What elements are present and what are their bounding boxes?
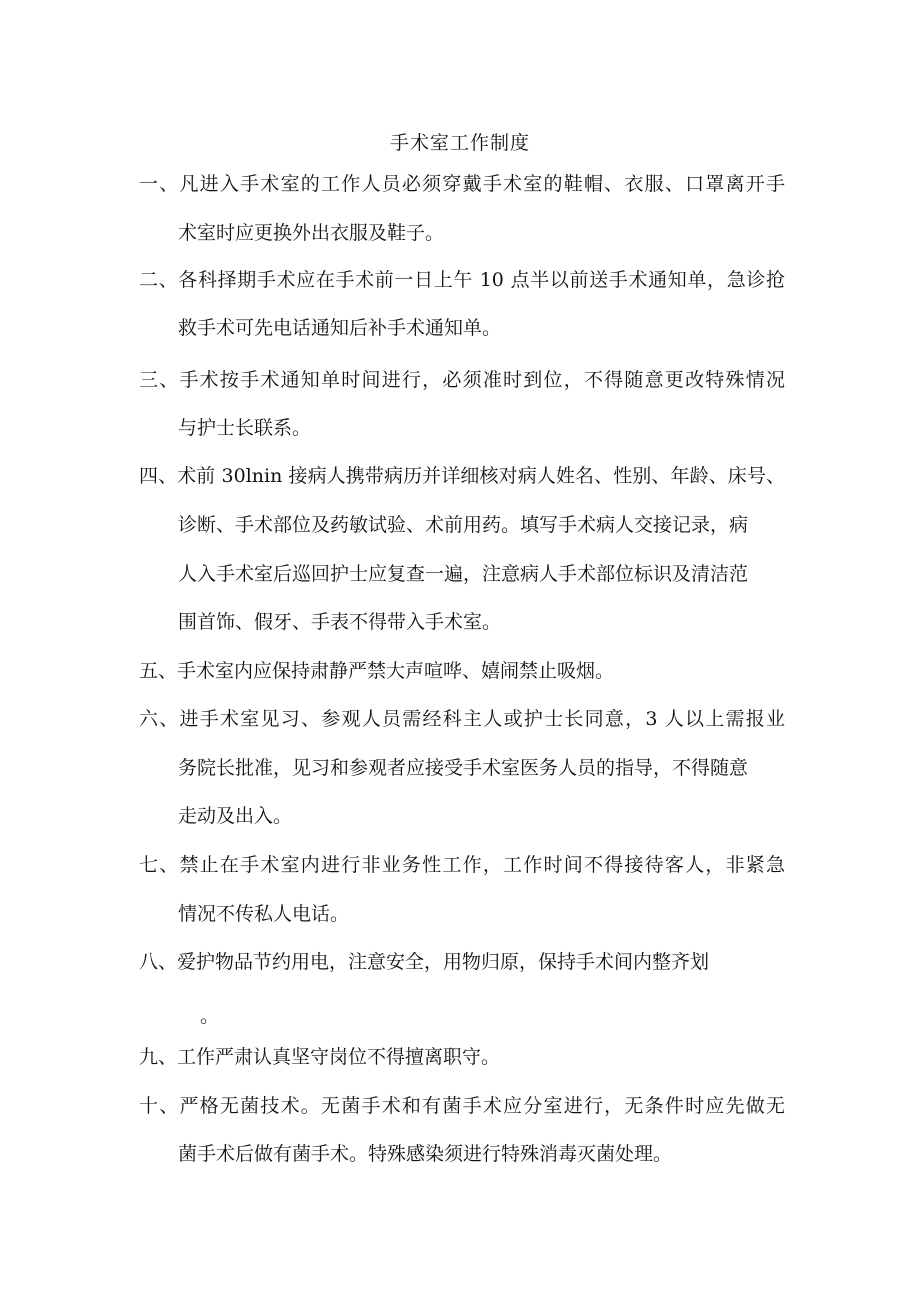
item-10-line-2: 菌手术后做有菌手术。特殊感染须进行特殊消毒灭菌处理。: [178, 1143, 673, 1165]
item-7-line-2: 情况不传私人电话。: [178, 903, 350, 925]
item-6-line-2: 务院长批准，见习和参观者应接受手术室医务人员的指导，不得随意: [178, 757, 749, 779]
item-8-line-1: 八、爱护物品节约用电，注意安全，用物归原，保持手术间内整齐划: [139, 951, 710, 973]
item-1-line-2: 术室时应更换外出衣服及鞋子。: [178, 222, 445, 244]
item-9-line-1: 九、工作严肃认真坚守岗位不得擅离职守。: [139, 1046, 501, 1068]
item-5-line-1: 五、手术室内应保持肃静严禁大声喧哗、嬉闹禁止吸烟。: [139, 660, 615, 682]
item-1-line-1: 一、凡进入手术室的工作人员必须穿戴手术室的鞋帽、衣服、口罩离开手: [139, 173, 785, 195]
item-4-line-2: 诊断、手术部位及药敏试验、术前用药。填写手术病人交接记录，病: [178, 514, 749, 536]
item-3-line-1: 三、手术按手术通知单时间进行，必须准时到位，不得随意更改特殊情况: [139, 369, 785, 391]
item-4-line-4: 围首饰、假牙、手表不得带入手术室。: [178, 611, 502, 633]
item-10-line-1: 十、严格无菌技术。无菌手术和有菌手术应分室进行，无条件时应先做无: [139, 1095, 785, 1117]
item-6-line-1: 六、进手术室见习、参观人员需经科主人或护士长同意，3 人以上需报业: [139, 708, 785, 730]
item-6-line-3: 走动及出入。: [178, 805, 293, 827]
document-title: 手术室工作制度: [389, 132, 530, 154]
item-8-line-2: 。: [200, 1005, 220, 1027]
item-3-line-2: 与护士长联系。: [178, 417, 312, 439]
item-2-line-2: 救手术可先电话通知后补手术通知单。: [178, 317, 502, 339]
item-7-line-1: 七、禁止在手术室内进行非业务性工作，工作时间不得接待客人，非紧急: [139, 854, 785, 876]
item-4-line-1: 四、术前 30lnin 接病人携带病历并详细核对病人姓名、性别、年龄、床号、: [139, 465, 785, 487]
item-2-line-1: 二、各科择期手术应在手术前一日上午 10 点半以前送手术通知单，急诊抢: [139, 269, 785, 291]
item-4-line-3: 人入手术室后巡回护士应复查一遍，注意病人手术部位标识及清洁范: [178, 563, 749, 585]
